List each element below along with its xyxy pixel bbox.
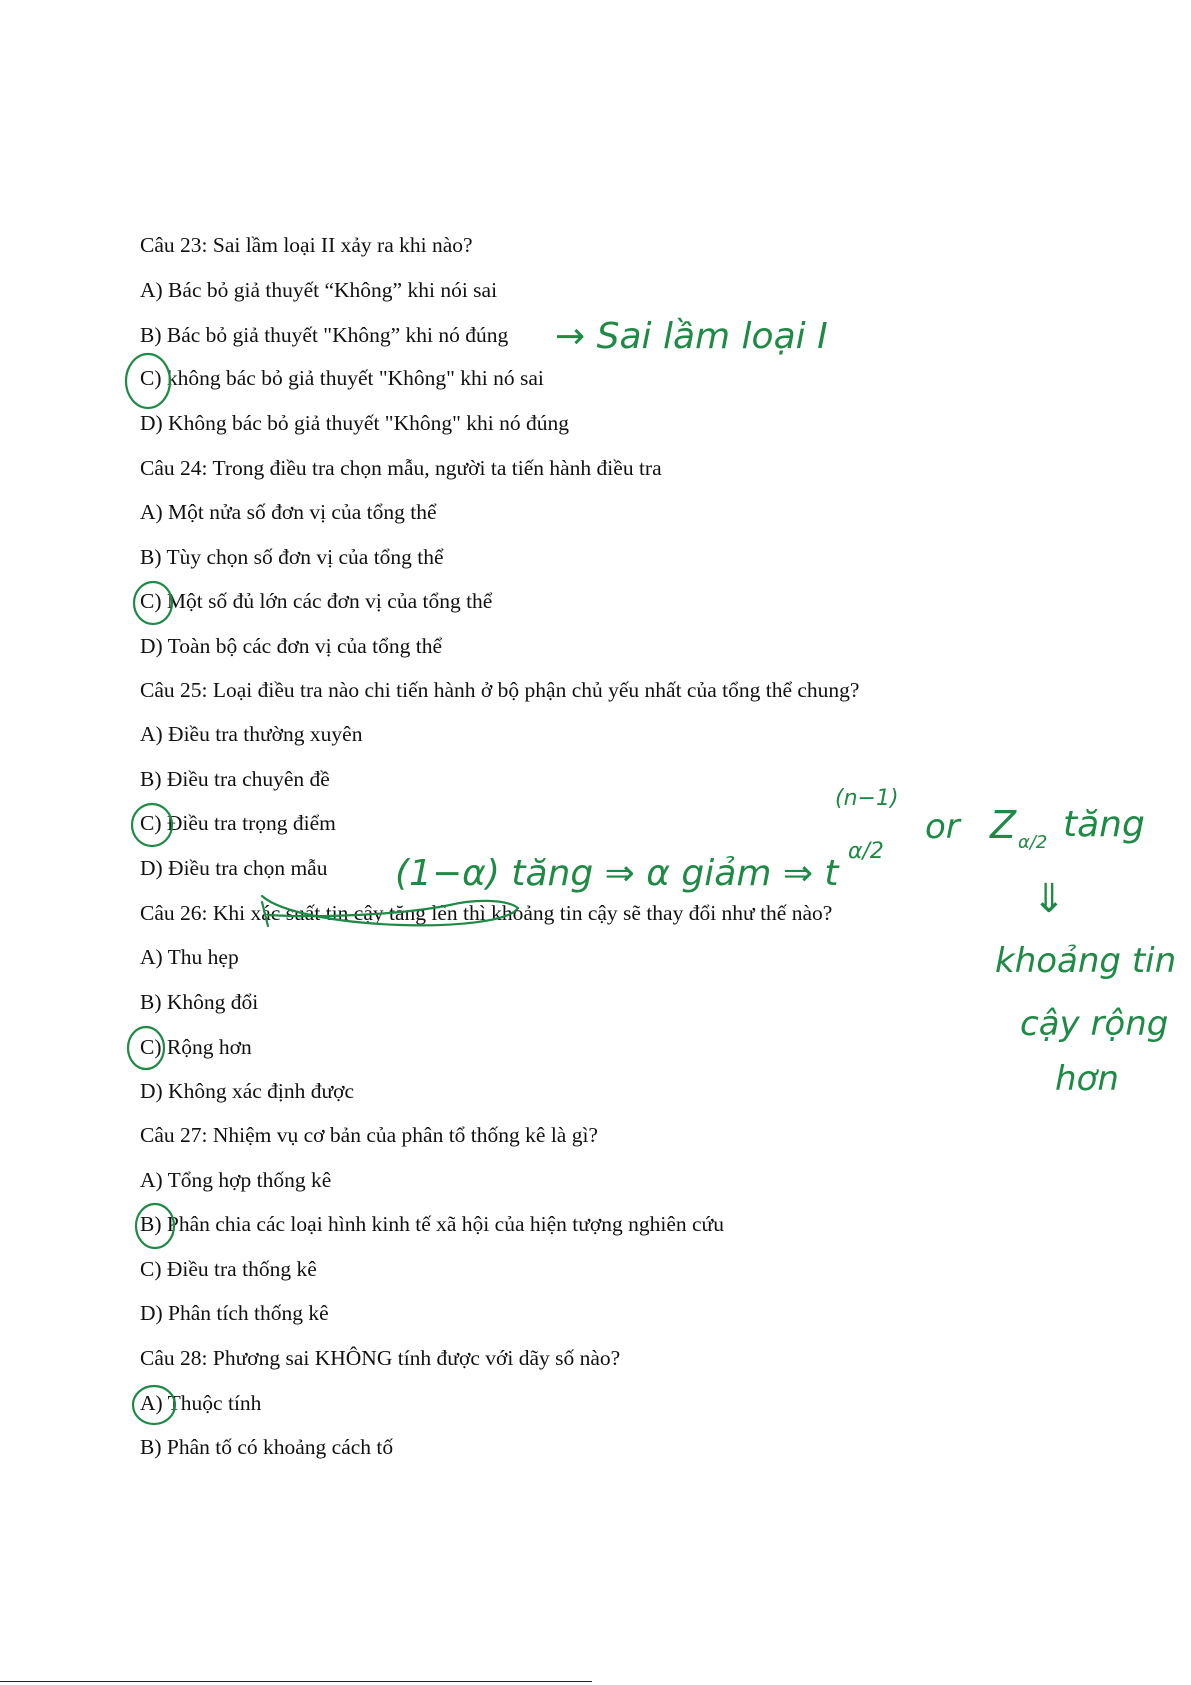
question-27: Câu 27: Nhiệm vụ cơ bản của phân tổ thống kê là gì? [140,1123,598,1147]
q25-option-c: C) Điều tra trọng điểm [140,811,336,835]
down-arrow-icon: ⇓ [1032,876,1066,922]
q24-option-c: C) Một số đủ lớn các đơn vị của tổng thể [140,589,493,613]
question-24: Câu 24: Trong điều tra chọn mẫu, người ta tiến hành điều tra [140,456,662,480]
q27-option-a: A) Tổng hợp thống kê [140,1168,332,1192]
note-q23: → Sai lầm loại I [555,316,828,357]
q27-option-b: B) Phân chia các loại hình kinh tế xã hội của hiện tượng nghiên cứu [140,1212,724,1236]
question-25: Câu 25: Loại điều tra nào chi tiến hành ở bộ phận chủ yếu nhất của tổng thể chung? [140,678,860,702]
q25-option-d: D) Điều tra chọn mẫu [140,856,328,880]
note-q26-tang: tăng [1063,804,1145,845]
q28-option-a: A) Thuộc tính [140,1391,262,1415]
note-q26-or: or [925,807,960,847]
q26-option-b: B) Không đổi [140,990,259,1014]
question-23: Câu 23: Sai lầm loại II xảy ra khi nào? [140,233,473,257]
note-q26-conclusion-line1: khoảng tin [995,941,1177,981]
question-26: Câu 26: Khi xác suất tin cậy tăng lên thì khoảng tin cậy sẽ thay đổi như thế nào? [140,901,833,925]
footnote-rule [0,1681,592,1682]
q23-option-c: C) không bác bỏ giả thuyết "Không" khi nó sai [140,366,544,390]
q26-option-c: C) Rộng hơn [140,1035,252,1059]
q24-option-d: D) Toàn bộ các đơn vị của tổng thể [140,634,443,658]
q24-option-b: B) Tùy chọn số đơn vị của tổng thể [140,545,444,569]
q28-option-b: B) Phân tố có khoảng cách tố [140,1435,394,1459]
q23-option-a: A) Bác bỏ giả thuyết “Không” khi nói sai [140,278,498,302]
question-28: Câu 28: Phương sai KHÔNG tính được với dãy số nào? [140,1346,621,1370]
q25-option-a: A) Điều tra thường xuyên [140,722,363,746]
note-q26-z-subscript: α/2 [1018,832,1048,853]
q24-option-a: A) Một nửa số đơn vị của tổng thể [140,500,437,524]
q23-option-d: D) Không bác bỏ giả thuyết "Không" khi nó đúng [140,411,569,435]
note-q26-formula: (1−α) tăng ⇒ α giảm ⇒ t [395,853,839,894]
note-q26-conclusion-line2: cậy rộng [1020,1004,1169,1044]
note-q26-z: Z [990,803,1017,847]
note-q26-conclusion-line3: hơn [1055,1059,1119,1099]
q26-option-d: D) Không xác định được [140,1079,355,1103]
q26-option-a: A) Thu hẹp [140,945,239,969]
q25-option-b: B) Điều tra chuyên đề [140,767,330,791]
q27-option-d: D) Phân tích thống kê [140,1301,329,1325]
q23-option-b: B) Bác bỏ giả thuyết "Không” khi nó đúng [140,323,509,347]
note-q26-superscript: (n−1) [835,786,899,811]
q27-option-c: C) Điều tra thống kê [140,1257,317,1281]
note-q26-subscript: α/2 [848,839,884,864]
